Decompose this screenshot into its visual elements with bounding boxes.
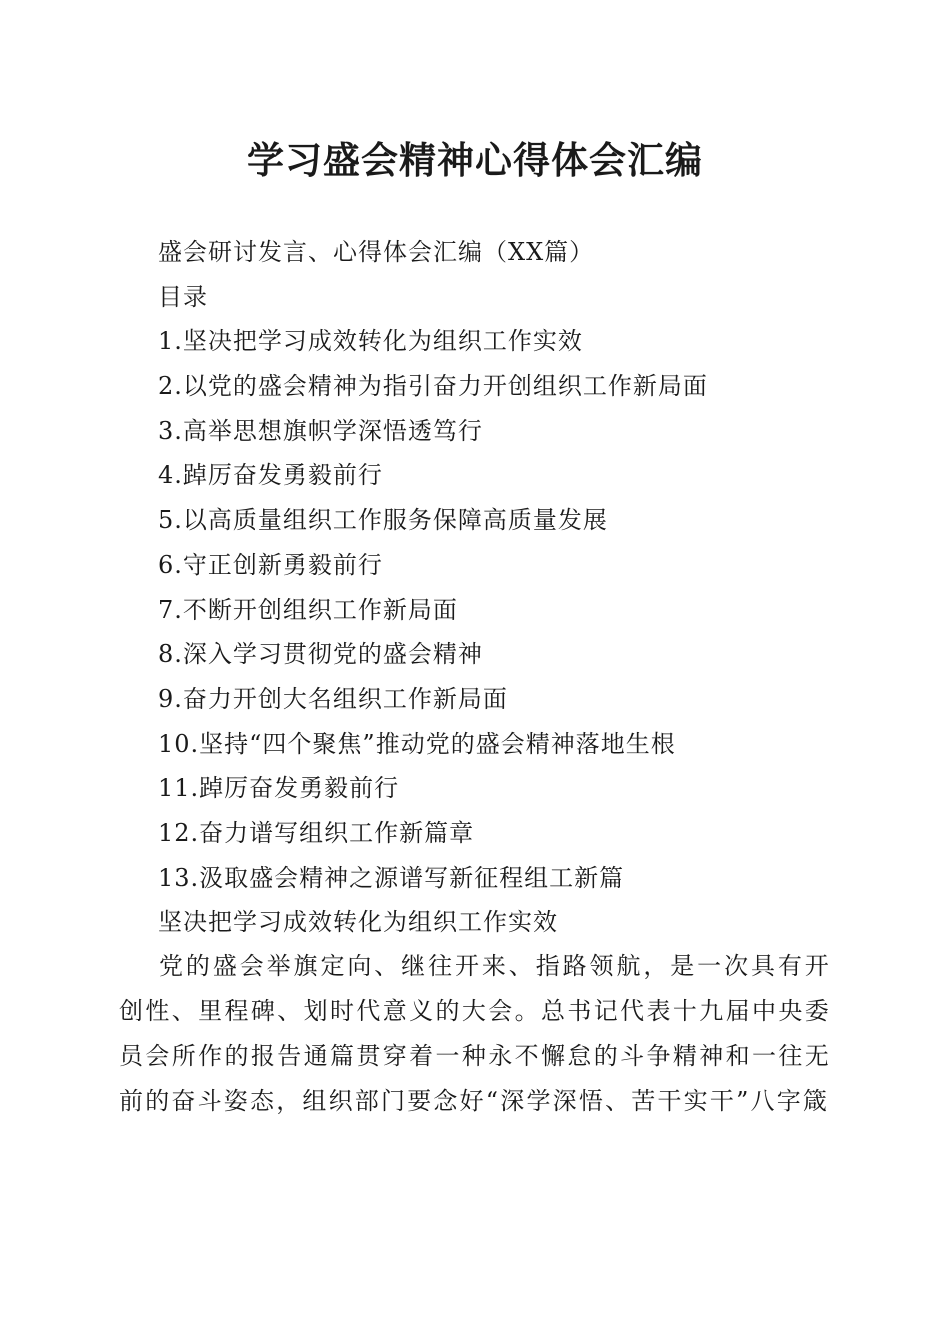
toc-item: 4.踔厉奋发勇毅前行: [158, 461, 383, 490]
toc-item: 9.奋力开创大名组织工作新局面: [158, 684, 508, 713]
toc-item: 8.深入学习贯彻党的盛会精神: [158, 640, 483, 669]
toc-item: 6.守正创新勇毅前行: [158, 550, 383, 579]
toc-item: 10.坚持“四个聚焦”推动党的盛会精神落地生根: [158, 729, 676, 758]
toc-list: [158, 319, 838, 900]
document-subtitle: 盛会研讨发言、心得体会汇编（XX篇）: [158, 238, 595, 266]
body-paragraph: 党的盛会举旗定向、继往开来、指路领航，是一次具有开创性、里程碑、划时代意义的大会。总书记代表十九届中央委员会所作的报告通篇贯穿着一种永不懈怠的斗争精神和一往无前的奋斗姿态，组织部门要念好“深学深悟、苦干实干”八字箴: [119, 952, 831, 1115]
toc-item: 7.不断开创组织工作新局面: [158, 595, 458, 624]
toc-item: 13.汲取盛会精神之源谱写新征程组工新篇: [158, 863, 625, 892]
section-heading: 坚决把学习成效转化为组织工作实效: [158, 908, 558, 937]
toc-heading: 目录: [158, 282, 208, 311]
toc-item: 11.踔厉奋发勇毅前行: [158, 774, 400, 803]
toc-item: 2.以党的盛会精神为指引奋力开创组织工作新局面: [158, 372, 708, 401]
document-lines: [158, 230, 838, 945]
toc-item: 12.奋力谱写组织工作新篇章: [158, 818, 475, 847]
toc-item: 5.以高质量组织工作服务保障高质量发展: [158, 506, 608, 535]
toc-item: 3.高举思想旗帜学深悟透笃行: [158, 416, 483, 445]
toc-item: 1.坚决把学习成效转化为组织工作实效: [158, 327, 583, 356]
document-title: 学习盛会精神心得体会汇编: [247, 138, 703, 182]
